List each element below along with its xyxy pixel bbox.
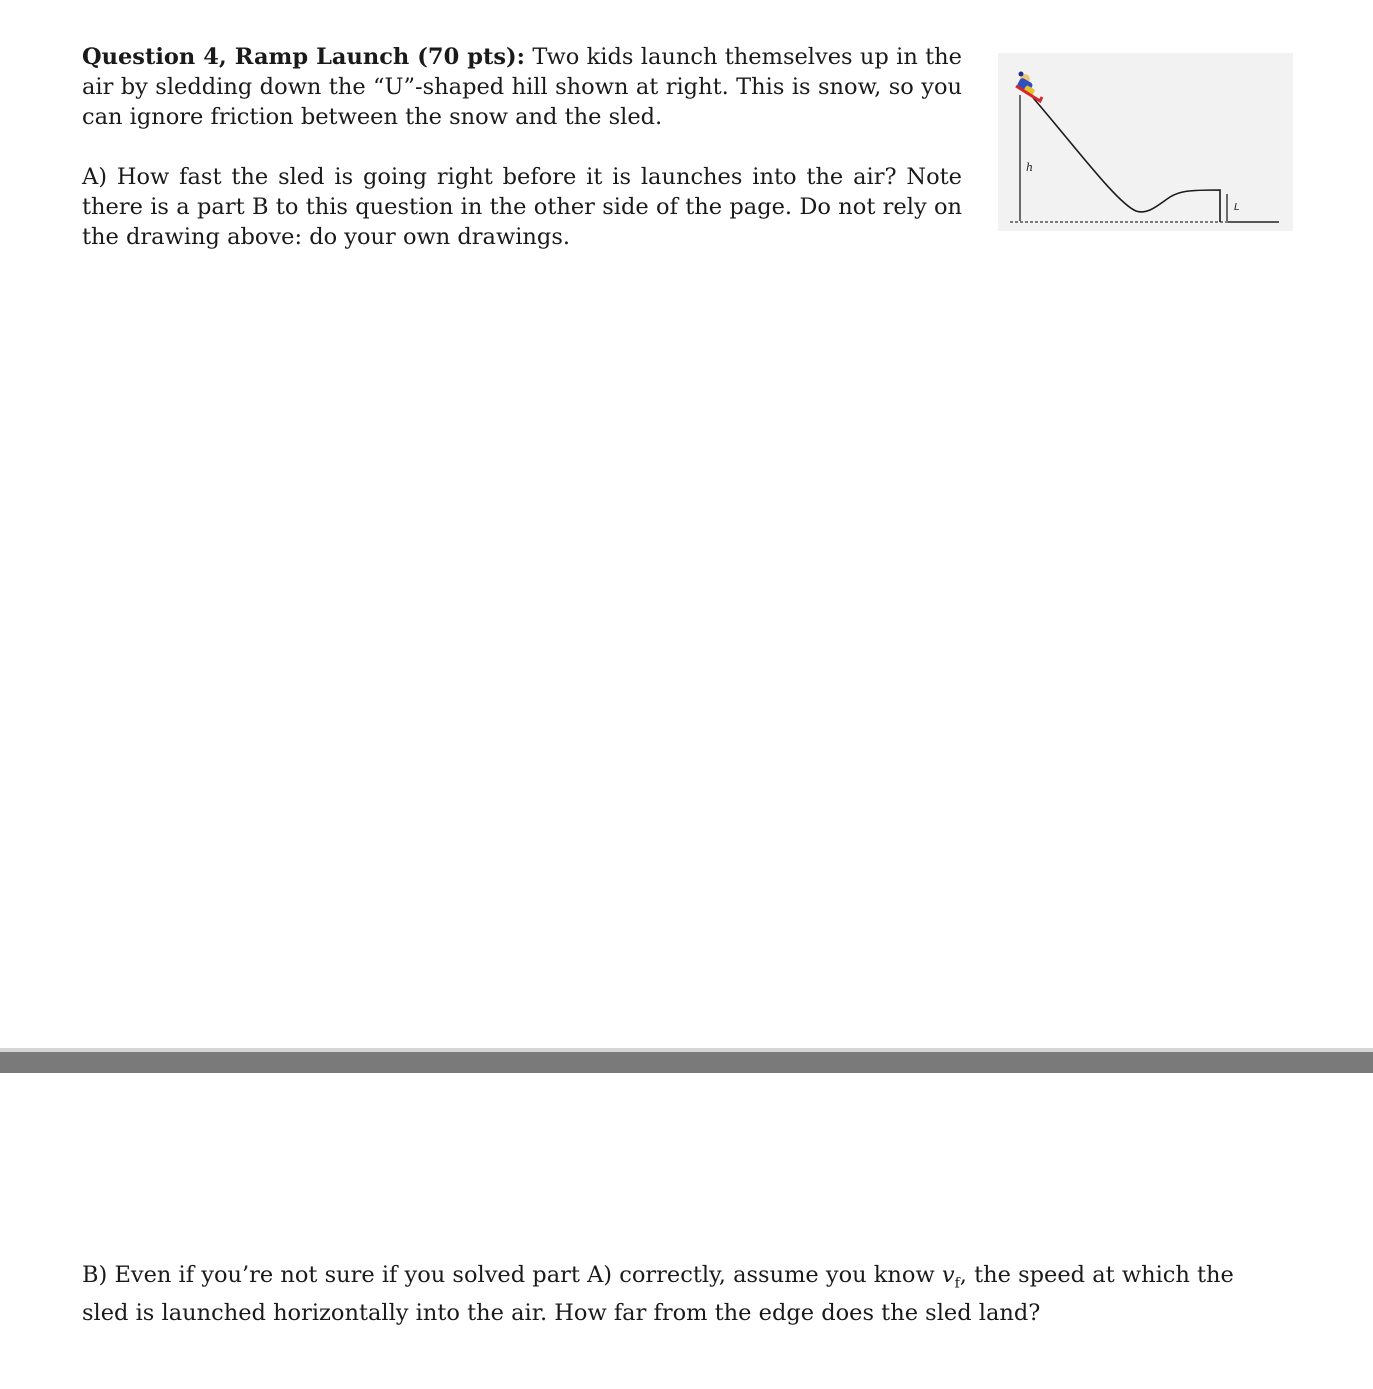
- question-block: [82, 42, 962, 252]
- final-speed-symbol: v: [941, 1262, 955, 1288]
- height-label: h: [1026, 161, 1034, 174]
- page-two: [0, 1073, 1373, 1389]
- part-b-text-before: B) Even if you’re not sure if you solved part A) correctly, assume you know: [82, 1262, 935, 1288]
- ramp-diagram: [998, 53, 1293, 231]
- question-intro: Two kids launch themselves up in the air by sledding down the “U”-shaped hill shown at right. This is snow, so you can ignore friction between the snow and the sled.: [82, 44, 962, 130]
- question-intro-paragraph: [82, 42, 962, 132]
- ramp-figure: [998, 53, 1293, 231]
- final-speed-variable: [941, 1262, 960, 1292]
- hill-curve: [1022, 85, 1220, 222]
- part-b-text: [82, 1261, 1262, 1328]
- question-title: Question 4, Ramp Launch (70 pts):: [82, 44, 525, 70]
- ledge-label: L: [1234, 202, 1240, 213]
- part-b-block: [82, 1261, 1262, 1328]
- page-break-bar: [0, 1052, 1373, 1073]
- part-a-text: A) How fast the sled is going right before it is launches into the air? Note there is a part B to this question in the other side of the page. Do not rely on the drawing above: do your own drawings.: [82, 164, 962, 250]
- final-speed-subscript: f: [954, 1275, 960, 1292]
- part-b-text-after: , the speed at which the sled is launched horizontally into the air. How far from the edge does the sled land?: [82, 1262, 1234, 1326]
